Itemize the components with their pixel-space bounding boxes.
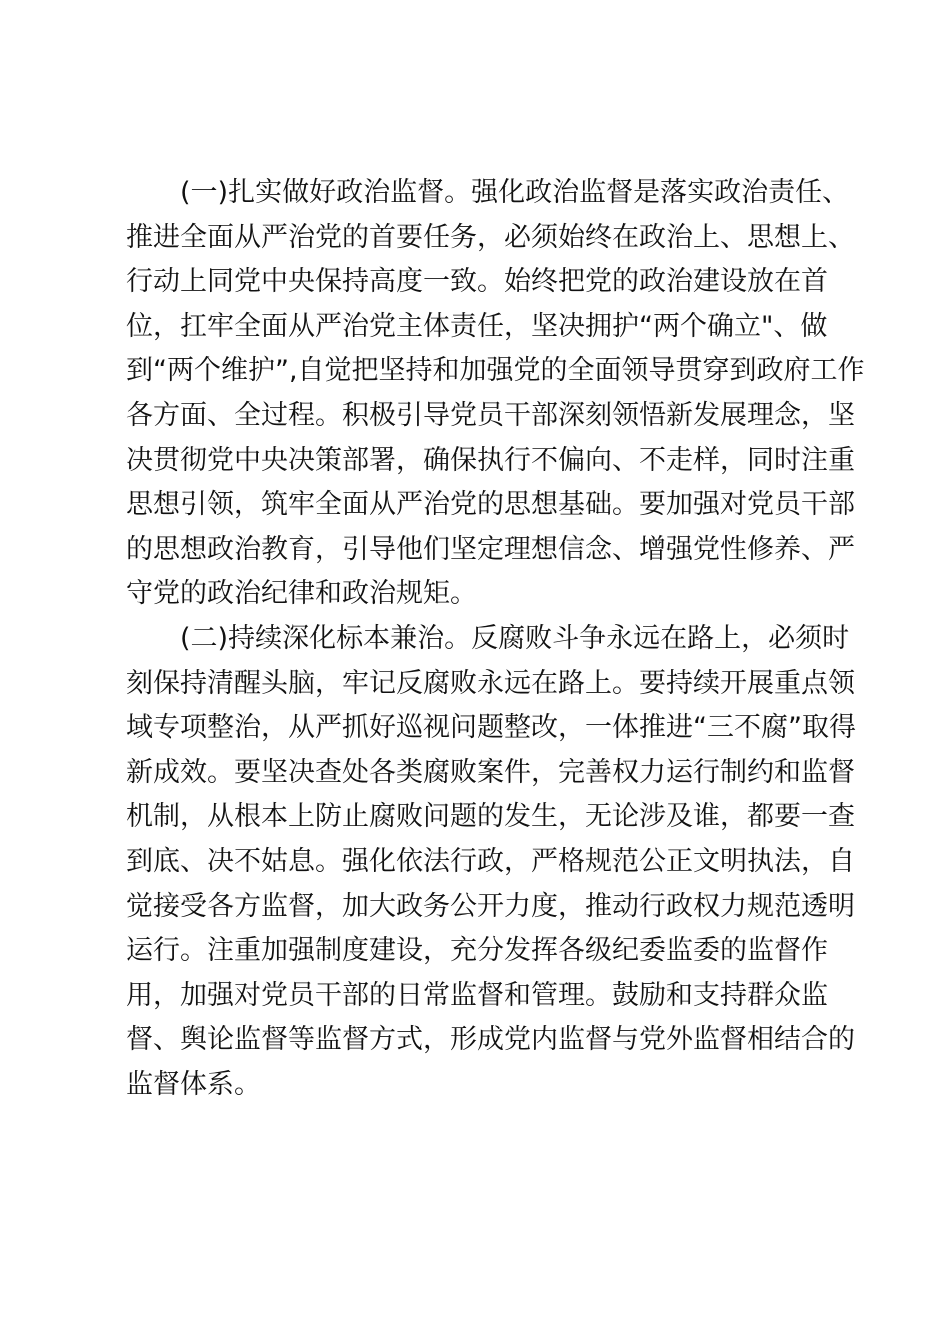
paragraph-line: 觉接受各方监督，加大政务公开力度，推动行政权力规范透明 (126, 890, 855, 922)
paragraph-line: 刻保持清醒头脑，牢记反腐败永远在路上。要持续开展重点领 (126, 667, 855, 699)
paragraph-line: 守党的政治纪律和政治规矩。 (126, 578, 477, 610)
paragraph-line: 域专项整治，从严抓好巡视问题整改，一体推进“三不腐”取得 (126, 712, 856, 744)
paragraph-line: 的思想政治教育，引导他们坚定理想信念、增强党性修养、严 (126, 533, 855, 565)
paragraph-line: 思想引领，筑牢全面从严治党的思想基础。要加强对党员干部 (126, 489, 855, 521)
paragraph-line: (二)持续深化标本兼治。反腐败斗争永远在路上，必须时 (180, 622, 850, 654)
paragraph-line: 各方面、全过程。积极引导党员干部深刻领悟新发展理念，坚 (126, 399, 855, 431)
paragraph-line: 决贯彻党中央决策部署，确保执行不偏向、不走样，同时注重 (126, 444, 855, 476)
paragraph-line: 运行。注重加强制度建设，充分发挥各级纪委监委的监督作 (126, 935, 828, 967)
paragraph-line: 行动上同党中央保持高度一致。始终把党的政治建设放在首 (126, 266, 828, 298)
document-body (126, 171, 865, 1107)
paragraph-line: 位，扛牢全面从严治党主体责任，坚决拥护“两个确立"、做 (126, 310, 828, 342)
paragraph-political-supervision (126, 171, 865, 617)
paragraph-line: 督、舆论监督等监督方式，形成党内监督与党外监督相结合的 (126, 1024, 855, 1056)
paragraph-line: 监督体系。 (126, 1068, 261, 1100)
paragraph-line: 新成效。要坚决查处各类腐败案件，完善权力运行制约和监督 (126, 756, 855, 788)
paragraph-line: 机制，从根本上防止腐败问题的发生，无论涉及谁，都要一查 (126, 801, 855, 833)
paragraph-line: 用，加强对党员干部的日常监督和管理。鼓励和支持群众监 (126, 979, 828, 1011)
paragraph-line: (一)扎实做好政治监督。强化政治监督是落实政治责任、 (180, 177, 850, 208)
paragraph-root-and-branch (126, 617, 856, 1108)
paragraph-line: 到“两个维护”,自觉把坚持和加强党的全面领导贯穿到政府工作 (126, 355, 865, 387)
paragraph-line: 到底、决不姑息。强化依法行政，严格规范公正文明执法，自 (126, 845, 855, 877)
paragraph-line: 推进全面从严治党的首要任务，必须始终在政治上、思想上、 (126, 221, 855, 253)
